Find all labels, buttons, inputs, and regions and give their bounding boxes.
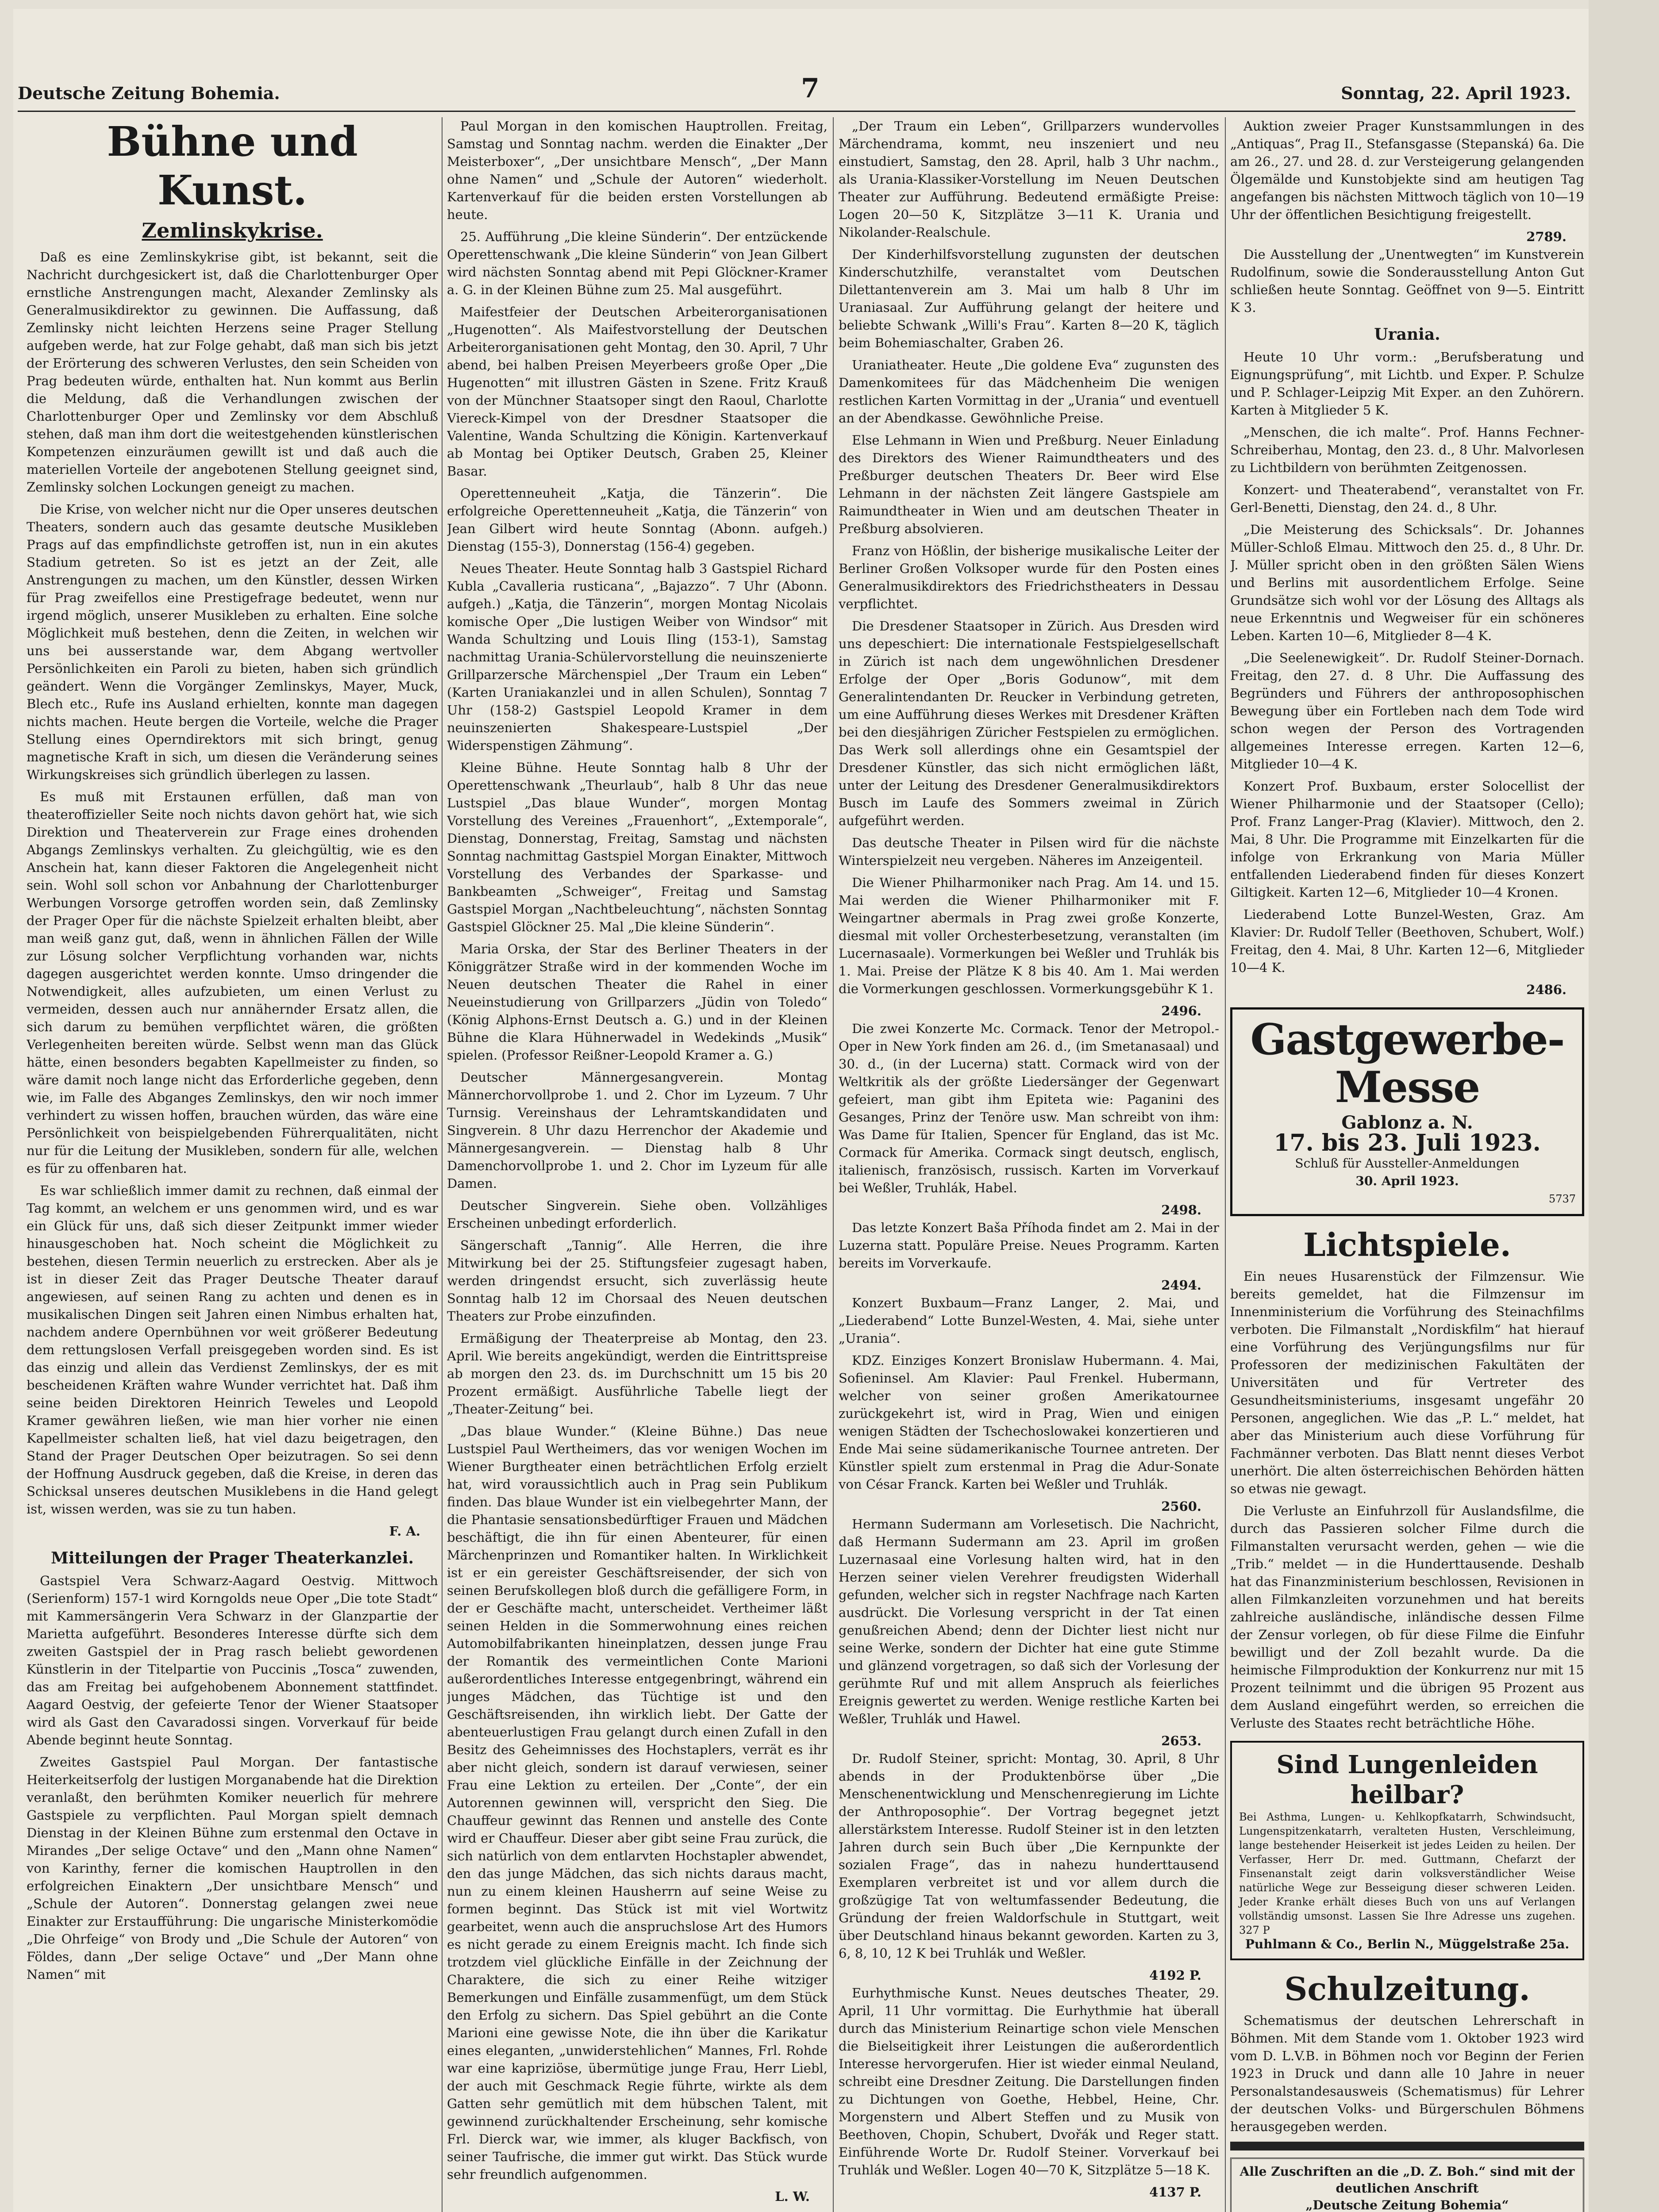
article-paragraph: Liederabend Lotte Bunzel-Westen, Graz. Am Klavier: Dr. Rudolf Teller (Beethoven, Schubert, Wolf.) Freitag, den 4. Mai, 8 Uhr. Karten 12—6, Mitglieder 10—4 K.	[1230, 907, 1584, 975]
fair-ad-dates: 17. bis 23. Juli 1923.	[1274, 1129, 1541, 1156]
article-paragraph: Die Krise, von welcher nicht nur die Oper unseres deutschen Theaters, sondern auch das gesamte deutsche Musikleben Prags auf das empfindlichste getroffen ist, nun in ein akutes Stadium getreten. So ist es jetzt an der Zeit, alle Anstrengungen zu machen, um den Künstler, dessen Wirken für Prag zweifellos eine Prestigefrage bedeutet, wenn nur irgend möglich, unserer Musikleben zu erhalten. Eine solche Möglichkeit muß bestehen, denn die Zeiten, in welchen wir uns bei ausserstande war, dem Abgang wertvoller Persönlichkeiten ein Paroli zu bieten, haben sich gründlich geändert. Wenn die Vorgänger Zemlinskys, Mayer, Muck, Blech etc., Rufe ins Ausland erhielten, konnte man dagegen nichts machen. Heute bergen die Vorteile, welche die Prager Stellung eines Operndirektors mit sich bringt, genug magnetische Kraft in sich, um diesen die Veränderung seines Wirkungskreises sich gründlich überlegen zu lassen.	[27, 502, 438, 782]
article-paragraph: Die Wiener Philharmoniker nach Prag. Am 14. und 15. Mai werden die Wiener Philharmoniker mit F. Weingartner abermals in Prag zwei große Konzerte, diesmal mit voller Orchesterbesetzung, veranstalten (im Lucernasaale). Vormerkungen bei Weßler und Truhlák bis 1. Mai. Preise der Plätze K 8 bis 40. Am 1. Mai werden die Vormerkungen geschlossen. Vormerkungsgebühr K 1.	[839, 875, 1219, 996]
article-paragraph: 25. Aufführung „Die kleine Sünderin“. Der entzückende Operettenschwank „Die kleine Sünderin“ von Jean Gilbert wird nächsten Sonntag abend mit Pepi Glöckner-Kramer a. G. in der Kleinen Bühne zum 25. Mal ausgeführt.	[447, 229, 828, 297]
article-paragraph: Konzert Buxbaum—Franz Langer, 2. Mai, und „Liederabend“ Lotte Bunzel-Westen, 4. Mai, siehe unter „Urania“.	[839, 1295, 1219, 1346]
issue-date: Sonntag, 22. April 1923.	[1341, 83, 1571, 103]
article-paragraph: Das letzte Konzert Baša Příhoda findet am 2. Mai in der Luzerna statt. Populäre Preise. Neues Programm. Karten bereits im Vorverkaufe.	[839, 1220, 1219, 1271]
notice-line: „Deutsche Zeitung Bohemia“	[1305, 2198, 1509, 2212]
article-paragraph: „Der Traum ein Leben“, Grillparzers wundervolles Märchendrama, kommt, neu inszeniert und neu einstudiert, Samstag, den 28. April, halb 3 Uhr nachm., als Urania-Klassiker-Vorstellung im Neuen Deutschen Theater zur Aufführung. Bedeutend ermäßigte Preise: Logen 20—50 K, Sitzplätze 3—11 K. Urania und Nikolander-Realschule.	[839, 119, 1219, 240]
ad-code: 4137 P.	[1149, 2185, 1201, 2200]
article-signature: L. W.	[775, 2189, 810, 2204]
article-signature: F. A.	[389, 1524, 420, 1539]
article-paragraph: Ermäßigung der Theaterpreise ab Montag, den 23. April. Wie bereits angekündigt, werden die Eintrittspreise ab morgen den 23. ds. im Durchschnitt um 15 bis 20 Prozent ermäßigt. Ausführliche Tabelle liegt der „Theater-Zeitung“ bei.	[447, 1331, 828, 1417]
fair-ad-city: Gablonz a. N.	[1341, 1112, 1473, 1133]
article-paragraph: Die Ausstellung der „Unentwegten“ im Kunstverein Rudolfinum, sowie die Sonderausstellung Anton Gut schließen heute Sonntag. Geöffnet von 9—5. Eintritt K 3.	[1230, 247, 1584, 315]
article-paragraph: Else Lehmann in Wien und Preßburg. Neuer Einladung des Direktors des Wiener Raimundtheaters und des Preßburger deutschen Theaters Dr. Beer wird Else Lehmann in der nächsten Zeit längere Gastspiele am Raimundtheater in Wien und am deutschen Theater in Preßburg absolvieren.	[839, 433, 1219, 536]
article-paragraph: Maifestfeier der Deutschen Arbeiterorganisationen „Hugenotten“. Als Maifestvorstellung der Deutschen Arbeiterorganisationen geht Montag, den 30. April, 7 Uhr abend, bei halben Preisen Meyerbeers große Oper „Die Hugenotten“ mit illustren Gästen in Szene. Fritz Krauß von der Münchner Staatsoper singt den Raoul, Charlotte Viereck-Kimpel von der Dresdner Staatsoper die Valentine, Wanda Schultzing die Königin. Kartenverkauf ab Montag bei Optiker Deutsch, Graben 25, Kleiner Basar.	[447, 304, 828, 479]
article-paragraph: Der Kinderhilfsvorstellung zugunsten der deutschen Kinderschutzhilfe, veranstaltet vom Deutschen Dilettantenverein am 3. Mai um halb 8 Uhr im Uraniasaal. Zur Aufführung gelangt der heitere und beliebte Schwank „Willi's Frau“. Karten 8—20 K, täglich beim Bohemiaschalter, Graben 26.	[839, 247, 1219, 350]
health-ad-company: Puhlmann & Co., Berlin N., Müggelstraße 25a.	[1245, 1937, 1570, 1951]
article-paragraph: Uraniatheater. Heute „Die goldene Eva“ zugunsten des Damenkomitees für das Mädchenheim Die wenigen restlichen Karten Vormittag in der „Urania“ und eventuell an der Abendkasse. Gewöhnliche Preise.	[839, 357, 1219, 426]
article-paragraph: Ein neues Husarenstück der Filmzensur. Wie bereits gemeldet, hat die Filmzensur im Innenministerium die Vorführung des Steinachfilms verboten. Die Filmanstalt „Nordiskfilm“ hat hierauf eine Vorführung des Verjüngungsfilms nur für Professoren der medizinischen Fakultäten der Universitäten und für Vertreter des Gesundheitsministeriums, insgesamt ungefähr 20 Personen, angeglichen. Wie das „P. L.“ meldet, hat aber das Ministerium auch diese Vorführung für Fachmänner verboten. Das Blatt nennt dieses Verbot unerhört. Die alten österreichischen Behörden hätten so etwas nie gewagt.	[1230, 1269, 1584, 1496]
article-paragraph: Paul Morgan in den komischen Hauptrollen. Freitag, Samstag und Sonntag nachm. werden die Einakter „Der Meisterboxer“, „Der unsichtbare Mensch“, „Der Mann ohne Namen“ und „Schule der Autoren“ wiederholt. Kartenverkauf für die beiden ersten Vorstellungen ab heute.	[447, 119, 828, 222]
column-1	[27, 117, 438, 2212]
section-title: Bühne und Kunst.	[107, 118, 358, 214]
paper-name: Deutsche Zeitung Bohemia.	[18, 83, 280, 103]
health-ad-title: Sind Lungenleiden heilbar?	[1276, 1750, 1538, 1809]
article-paragraph: Es muß mit Erstaunen erfüllen, daß man von theateroffizieller Seite noch nichts davon gehört hat, wie sich Direktion und Theaterverein zur Frage eines drohenden Abgangs Zemlinskys verhalten. Zu gleichgültig, wie es den Anschein hat, kann dieser Faktoren die Angelegenheit nicht sein. Wohl soll schon vor Anbahnung der Charlottenburger Werbungen Vorsorge getroffen worden sein, daß Zemlinsky der Prager Oper für die nächste Spielzeit erhalten bleibt, aber man weiß ganz gut, daß, wenn in ähnlichen Fällen der Wille zur Lösung solcher Verpflichtung vorhanden war, nichts dagegen ausgerichtet werden konnte. Umso dringender die Notwendigkeit, alles aufzubieten, um einen Verlust zu vermeiden, dessen auch nur annähernder Ersatz allen, die sich darum zu bemühen verpflichtet wären, die größten Verlegenheiten bereiten würde. Selbst wenn man das Glück hätte, einen besonders begabten Kapellmeister zu finden, so wäre damit noch lange nicht das Erforderliche gegeben, denn wie, im Falle des Abganges Zemlinskys, den wir noch immer verhindert zu wissen hoffen, brauchen würden, das wäre eine Persönlichkeit von beispielgebenden Führerqualitäten, nicht nur für die Leitung der Musikleben, sondern für alle, welchen es für zu offenbaren hat.	[27, 789, 438, 1176]
article-paragraph: Hermann Sudermann am Vorlesetisch. Die Nachricht, daß Hermann Sudermann am 23. April im großen Luzernasaal eine Vorlesung halten wird, hat in den Herzen seiner vielen Verehrer freudigsten Widerhall gefunden, welcher sich in regster Nachfrage nach Karten ausdrückt. Die Vorlesung verspricht in der Tat einen genußreichen Abend; denn der Dichter liest nicht nur seine Werke, sondern der Dichter hat eine gute Stimme und glänzend vorgetragen, so daß sich der Vorlesung der gerühmte Ruf und mit allem Anspruch als feierliches Ereignis gewertet zu werden. Wenige restliche Karten bei Weßler, Truhlák und Hawel.	[839, 1517, 1219, 1726]
section-title: Schulzeitung.	[1284, 1970, 1530, 2008]
page-number: 7	[801, 73, 820, 104]
page-margin	[1589, 0, 1659, 2212]
article-paragraph: Zweites Gastspiel Paul Morgan. Der fantastische Heiterkeitserfolg der lustigen Morganabende hat die Direktion veranlaßt, den berühmten Komiker neuerlich für mehrere Gastspiele zu verpflichten. Paul Morgan spielt demnach Dienstag in der Kleinen Bühne zum erstenmal den Octave in Mirandes „Der selige Octave“ und den „Mann ohne Namen“ von Karinthy, ferner die komischen Hauptrollen in den erfolgreichen Einaktern „Der unsichtbare Mensch“ und „Schule der Autoren“. Donnerstag gelangen zwei neue Einakter zur Erstaufführung: Die ungarische Ministerkomödie „Die Ohrfeige“ von Brody und „Die Schule der Autoren“ von Földes, dann „Der selige Octave“ und „Der Mann ohne Namen“ mit	[27, 1755, 438, 1982]
ad-code: 2494.	[1161, 1278, 1201, 1293]
article-paragraph: Die zwei Konzerte Mc. Cormack. Tenor der Metropol.-Oper in New York finden am 26. d., (im Smetanasaal) und 30. d., (in der Lucerna) statt. Cormack wird von der Weltkritik als der größte Liedersänger der Gegenwart gefeiert, man gibt ihm Epiteta wie: Paganini des Gesanges, Prinz der Tenöre usw. Man schreibt von ihm: Was Dame für Italien, Spencer für England, das ist Mc. Cormack für Amerika. Cormack singt deutsch, englisch, italienisch, französisch, russisch. Karten im Vorverkauf bei Weßler, Truhlák, Habel.	[839, 1021, 1219, 1195]
ad-code: 2560.	[1161, 1499, 1201, 1514]
ad-code: 5737	[1548, 1193, 1576, 1205]
article-paragraph: Es war schließlich immer damit zu rechnen, daß einmal der Tag kommt, an welchem er uns genommen wird, und es war ein Glück für uns, daß sich dieser Zeitpunkt immer wieder hinausgeschoben hat. Noch scheint die Möglichkeit zu bestehen, diesen Termin neuerlich zu erstrecken. Aber als je ist in dieser Zeit das Prager Deutsche Theater darauf angewiesen, auf seinen Rang zu achten und denen es in musikalischen Dingen seit Jahren einen Nimbus erhalten hat, nachdem andere Opernbühnen vor weit größerer Bedeutung dem rettungslosen Verfall preisgegeben worden sind. Es ist das einzig und allein das Verdienst Zemlinskys, der es mit bescheidenen Kräften wahre Wunder verrichtet hat. Daß ihm seine beiden Direktoren Heinrich Teweles und Leopold Kramer gewähren ließen, wie man hier vorher nie einen Kapellmeister schalten ließ, hat viel dazu beigetragen, den Stand der Prager Deutschen Oper beizutragen. So sei denn der Hoffnung Ausdruck gegeben, daß die Kreise, in deren das Schicksal unseres deutschen Musiklebens in die Hand gelegt ist, wissen werden, was sie zu tun haben.	[27, 1183, 438, 1517]
article-title: Zemlinskykrise.	[142, 219, 323, 242]
ad-code: 4192 P.	[1149, 1968, 1201, 1983]
article-paragraph: Gastspiel Vera Schwarz-Aagard Oestvig. Mittwoch (Serienform) 157-1 wird Korngolds neue Oper „Die tote Stadt“ mit Kammersängerin Vera Schwarz in der Glanzpartie der Marietta aufgeführt. Besonderes Interesse dürfte sich dem zweiten Gastspiel der in Prag rasch beliebt gewordenen Künstlerin in der Titelpartie von Puccinis „Tosca“ zuwenden, das am Freitag bei aufgehobenem Abonnement stattfindet. Aagard Oestvig, der gefeierte Tenor der Wiener Staatsoper wird als Gast den Cavaradossi singen. Vorverkauf für beide Abende beginnt heute Sonntag.	[27, 1573, 438, 1747]
fair-ad-title: Gastgewerbe-Messe	[1250, 1014, 1564, 1112]
article-paragraph: „Menschen, die ich malte“. Prof. Hanns Fechner-Schreiberhau, Montag, den 23. d., 8 Uhr. Malvorlesen zu Lichtbildern von berühmten Zeitgenossen.	[1230, 425, 1584, 475]
ad-code: 2789.	[1526, 229, 1567, 244]
ad-code: 2496.	[1161, 1003, 1201, 1018]
article-paragraph: Kleine Bühne. Heute Sonntag halb 8 Uhr der Operettenschwank „Theurlaub“, halb 8 Uhr das neue Lustspiel „Das blaue Wunder“, morgen Montag Vorstellung des Vereines „Frauenhort“, „Extemporale“, Dienstag, Donnerstag, Freitag, Samstag und nächsten Sonntag nachmittag Gastspiel Morgan Einakter, Mittwoch Vorstellung des Verbandes der Sparkasse- und Bankbeamten „Schweiger“, Freitag und Samstag Gastspiel Morgan „Nachtbeleuchtung“, nächsten Sonntag Gastspiel Glöckner 25. Mal „Die kleine Sünderin“.	[447, 760, 828, 934]
article-paragraph: Konzert Prof. Buxbaum, erster Solocellist der Wiener Philharmonie und der Staatsoper (Cello); Prof. Franz Langer-Prag (Klavier). Mittwoch, den 2. Mai, 8 Uhr. Die Programme mit Einzelkarten für die infolge von Erkrankung von Maria Müller entfallenden Liederabend finden für dieses Konzert Giltigkeit. Karten 12—6, Mitglieder 10—4 Kronen.	[1230, 779, 1584, 900]
section-heading: Urania.	[1374, 325, 1440, 344]
article-paragraph: Die Verluste an Einfuhrzoll für Auslandsfilme, die durch das Passieren solcher Filme durch die Filmanstalten verursacht werden, gehen — wie die „Trib.“ meldet — in die Hunderttausende. Deshalb hat das Finanzministerium beschlossen, Revisionen in allen Filmkanzleiten vorzunehmen und hat bereits zahlreiche ausländische, inländische dessen Filme der Zensur vorlegen, ob für diese Filme die Einfuhr bewilligt und der Zoll bezahlt wurde. Da die heimische Filmproduktion der Konkurrenz nur mit 15 Prozent teilnimmt und die übrigen 95 Prozent aus dem Ausland eingeführt werden, so erreichen die Verluste des Staates recht beträchtliche Höhe.	[1230, 1503, 1584, 1731]
article-paragraph: „Die Seelenewigkeit“. Dr. Rudolf Steiner-Dornach. Freitag, den 27. d. 8 Uhr. Die Auffassung des Begründers und Führers der anthroposophischen Bewegung über ein Fortleben nach dem Tode wird schon wegen der Person des Vortragenden allgemeines Interesse erregen. Karten 12—6, Mitglieder 10—4 K.	[1230, 650, 1584, 772]
article-paragraph: Operettenneuheit „Katja, die Tänzerin“. Die erfolgreiche Operettenneuheit „Katja, die Tänzerin“ von Jean Gilbert wird heute Sonntag (Abonn. aufgeh.) Dienstag (155-3), Donnerstag (156-4) gegeben.	[447, 486, 828, 554]
article-paragraph: Neues Theater. Heute Sonntag halb 3 Gastspiel Richard Kubla „Cavalleria rusticana“, „Bajazzo“. 7 Uhr (Abonn. aufgeh.) „Katja, die Tänzerin“, morgen Montag Nicolais komische Oper „Die lustigen Weiber von Windsor“ mit Wanda Schultzing und Louis Iling (153-1), Samstag nachmittag Urania-Schülervorstellung die neuinszenierte Grillparzersche Märchenspiel „Der Traum ein Leben“ (Karten Uraniakanzlei und in allen Schulen), Sonntag 7 Uhr (158-2) Gastspiel Leopold Kramer in dem neuinszenierten Shakespeare-Lustspiel „Der Widerspenstigen Zähmung“.	[447, 561, 828, 753]
ad-code: 2653.	[1161, 1733, 1201, 1748]
article-title: Mitteilungen der Prager Theaterkanzlei.	[50, 1549, 414, 1567]
health-ad-body: Bei Asthma, Lungen- u. Kehlkopfkatarrh, Schwindsucht, Lungenspitzenkatarrh, veralteten Husten, Verschleimung, lange bestehender Heiserkeit ist jedes Leiden zu heilen. Der Verfasser, Herr Dr. med. Guttmann, Chefarzt der Finsenanstalt zeigt darin volksverständlicher Weise natürliche Wege zur Besseigung dieser schweren Leiden. Jeder Kranke erhält dieses Buch von uns auf Verlangen vollständig umsonst. Lassen Sie Ihre Adresse uns zugehen. 327 P	[1239, 1811, 1575, 1936]
notice-line: Alle Zuschriften an die „D. Z. Boh.“ sind mit der deutlichen Anschrift	[1239, 2164, 1575, 2196]
article-paragraph: Schematismus der deutschen Lehrerschaft in Böhmen. Mit dem Stande vom 1. Oktober 1923 wird vom D. L.V.B. in Böhmen noch vor Beginn der Ferien 1923 in Druck und dann alle 10 Jahre in neuer Personalstandesausweis (Schematismus) für Lehrer der deutschen Volks- und Bürgerschulen Böhmens herausgegeben werden.	[1230, 2013, 1584, 2134]
divider-bar	[1230, 2142, 1584, 2151]
article-paragraph: Eurhythmische Kunst. Neues deutsches Theater, 29. April, 11 Uhr vormittag. Die Eurhythmie hat überall durch das Ministerium Reinartige schon viele Menschen die Bielseitigkeit ihrer Leistungen die außerordentlich Interesse hervorgerufen. Hier ist wieder einmal Neuland, schreibt eine Dresdner Zeitung. Die Darstellungen finden zu Dichtungen von Goethe, Hebbel, Heine, Chr. Morgenstern und Albert Steffen und zu Musik von Beethoven, Chopin, Schubert, Dvořák und Reger statt. Einführende Worte Dr. Rudolf Steiner. Vorverkauf bei Truhlák und Weßler. Logen 40—70 K, Sitzplätze 5—18 K.	[839, 1985, 1219, 2177]
fair-ad-note: Schluß für Aussteller-Anmeldungen	[1295, 1156, 1520, 1171]
article-paragraph: „Die Meisterung des Schicksals“. Dr. Johannes Müller-Schloß Elmau. Mittwoch den 25. d., 8 Uhr. Dr. J. Müller spricht oben in den größten Sälen Wiens und Berlins mit ausordentlichem Erfolge. Seine Grundsätze sich wohl vor der Lösung des Alltags als neue Erkenntnis und Wegweiser für ein schöneres Leben. Karten 10—6, Mitglieder 8—4 K.	[1230, 522, 1584, 643]
article-paragraph: Die Dresdener Staatsoper in Zürich. Aus Dresden wird uns depeschiert: Die internationale Festspielgesellschaft in Zürich ist nach dem ungewöhnlichen Dresdener Erfolge der Oper „Boris Godunow“, mit dem Generalintendanten Dr. Reucker in Verbindung getreten, um eine Aufführung dieses Werkes mit Dresdener Kräften bei den diesjährigen Züricher Festspielen zu ermöglichen. Das Werk soll allerdings ohne ein Gesamtspiel der Dresdener Künstler, das sich nicht ermöglichen läßt, unter der Leitung des Dresdener Generalmusikdirektors Busch im Laufe des Sommers zweimal in Zürich aufgeführt werden.	[839, 618, 1219, 828]
article-paragraph: Auktion zweier Prager Kunstsammlungen in des „Antiquas“, Prag II., Stefansgasse (Stepanská) 6a. Die am 26., 27. und 28. d. zur Versteigerung gelangenden Ölgemälde und Kunstobjekte sind am heutigen Tag angefangen bis nächsten Mittwoch täglich von 10—19 Uhr der öffentlichen Besichtigung freigestellt.	[1230, 119, 1584, 222]
article-paragraph: Daß es eine Zemlinskykrise gibt, ist bekannt, seit die Nachricht durchgesickert ist, daß die Charlottenburger Oper ernstliche Anstrengungen macht, Alexander Zemlinsky als Generalmusikdirektor zu gewinnen. Die Auffassung, daß Zemlinsky nicht leichten Herzens seine Prager Stellung aufgeben werde, hat zur Folge gehabt, daß man sich bis jetzt der Erörterung des schweren Verlustes, den sein Scheiden von Prag bedeuten würde, enthalten hat. Nun kommt aus Berlin die Meldung, daß die Verhandlungen zwischen der Charlottenburger Oper und Zemlinsky vor dem Abschluß stehen, daß man ihm dort die weitestgehenden künstlerischen Kompetenzen einzuräumen gewillt ist und daß auch die materiellen Vorteile der angebotenen Stellung geeignet sind, Zemlinsky solchen Lockungen geneigt zu machen.	[27, 250, 438, 495]
column-rule	[1225, 117, 1226, 2212]
column-4	[1230, 117, 1584, 2212]
fair-ad-deadline: 30. April 1923.	[1355, 1174, 1459, 1188]
editorial-notice	[1230, 2158, 1584, 2212]
section-title: Lichtspiele.	[1303, 1226, 1511, 1263]
fair-advertisement	[1230, 1007, 1584, 1216]
column-rule	[833, 117, 834, 2212]
article-paragraph: Franz von Hößlin, der bisherige musikalische Leiter der Berliner Großen Volksoper wurde für den Posten eines Generalmusikdirektors des Friedrichstheaters in Dessau verpflichtet.	[839, 543, 1219, 611]
article-paragraph: Heute 10 Uhr vorm.: „Berufsberatung und Eignungsprüfung“, mit Lichtb. und Exper. P. Schulze und P. Schlager-Leipzig Mit Exper. an den Zuhörern. Karten à Mitglieder 5 K.	[1230, 349, 1584, 418]
article-paragraph: Maria Orska, der Star des Berliner Theaters in der Königgrätzer Straße wird in der kommenden Woche im Neuen deutschen Theater die Rahel in einer Neueinstudierung von Grillparzers „Jüdin von Toledo“ (König Alphons-Ernst Deutsch a. G.) und in der Kleinen Bühne die Klara Hühnerwadel in Wedekinds „Musik“ spielen. (Professor Reißner-Leopold Kramer a. G.)	[447, 941, 828, 1063]
article-paragraph: „Das blaue Wunder.“ (Kleine Bühne.) Das neue Lustspiel Paul Wertheimers, das vor wenigen Wochen im Wiener Burgtheater einen beträchtlichen Erfolg erzielt hat, wird voraussichtlich auch in Prag sein Publikum finden. Das blaue Wunder ist ein vielbegehrter Mann, der die Phantasie sensationsbedürftiger Frauen und Mädchen beschäftigt, die ihn für einen Abenteurer, für einen Märchenprinzen und Romantiker halten. In Wirklichkeit ist er ein gereister Geschäftsreisender, der sich von seinen Berufskollegen bloß durch die gefälligere Form, in der er Geschäfte macht, unterscheidet. Vertheimer läßt seinen Helden in die Sommerwohnung eines reichen Automobilfabrikanten hineinplatzen, dessen junge Frau der Romantik des vermeintlichen Conte Marioni außerordentliches Interesse entgegenbringt, während ein junges Mädchen, das Tüchtige ist und den Geschäftsreisenden, ihn wirklich liebt. Der Gatte der abenteuerlustigen Frau gelangt durch einen Zufall in den Besitz des Geheimnisses des Hochstaplers, verrät es ihr aber nicht gleich, sondern ist darauf verwiesen, seiner Frau eine Lektion zu erteilen. Der „Conte“, der ein Autorennen gewinnen will, verspricht den Sieg. Die Chauffeur gewinnt das Rennen und anstelle des Conte wird er Chauffeur. Dieser aber gibt seine Frau zurück, die sich natürlich von dem entlarvten Hochstapler abwendet, den das junge Mädchen, das sich nichts daraus macht, nun zu einem kleinen Hausherrn auf seine Weise zu formen beginnt. Das Stück ist mit viel Wortwitz gearbeitet, wenn auch die anspruchslose Art des Humors es nicht gerade zu einem Ereignis macht. Ich finde sich trotzdem viel glückliche Einfälle in der Zeichnung der Charaktere, die sich zu einer Reihe witziger Bemerkungen und Einfälle zusammenfügt, um dem Stück den Erfolg zu sichern. Das Spiel gebührt an die Conte Marioni eine gewisse Note, die ihn über die Karikatur eines eleganten, „unwiderstehlichen“ Mannes, Frl. Rohde war eine kapriziöse, übermütige junge Frau, Herr Liebl, der auch mit Geschmack Regie führte, wirkte als dem Gatten sehr gemütlich mit dem hübschen Talent, mit gewinnend zurückhaltender Erscheinung, sehr komische Frl. Dierck war, wie immer, als kluger Backfisch, von seiner Taufrische, die immer gut wirkt. Das Stück wurde sehr freundlich aufgenommen.	[447, 1424, 828, 2182]
health-advertisement	[1230, 1741, 1584, 1960]
article-paragraph: KDZ. Einziges Konzert Bronislaw Hubermann. 4. Mai, Sofieninsel. Am Klavier: Paul Frenkel. Hubermann, welcher von seiner großen Amerikatournee zurückgekehrt ist, wird in Prag, Wien und einigen wenigen Städten der Tschechoslowakei konzertieren und Ende Mai seine südamerikanische Tournee antreten. Der Künstler spielt zum erstenmal in Prag die Adur-Sonate von César Franck. Karten bei Weßler und Truhlák.	[839, 1353, 1219, 1492]
page-header	[18, 66, 1575, 112]
article-paragraph: Deutscher Singverein. Siehe oben. Vollzähliges Erscheinen unbedingt erforderlich.	[447, 1198, 828, 1231]
article-paragraph: Deutscher Männergesangverein. Montag Männerchorvollprobe 1. und 2. Chor im Lyzeum. 7 Uhr Turnsig. Vereinshaus der Lehramtskandidaten und Singverein. 8 Uhr dazu Herrenchor der Akademie und Männergesangverein. — Dienstag halb 8 Uhr Damenchorvollprobe 1. und 2. Chor im Lyzeum für alle Damen.	[447, 1070, 828, 1191]
article-paragraph: Sängerschaft „Tannig“. Alle Herren, die ihre Mitwirkung bei der 25. Stiftungsfeier zugesagt haben, werden dringendst ersucht, sich zuverlässig heute Sonntag halb 12 im Chorsaal des Neuen deutschen Theaters zur Probe einzufinden.	[447, 1238, 828, 1324]
article-paragraph: Dr. Rudolf Steiner, spricht: Montag, 30. April, 8 Uhr abends in der Produktenbörse über „Die Menschenentwicklung und Menschenregierung im Lichte der Anthroposophie“. Der Vortrag begegnet jetzt allerstärkstem Interesse. Rudolf Steiner ist in den letzten Jahren durch sein Buch über „Die Kernpunkte der sozialen Frage“, das in nahezu hunderttausend Exemplaren verbreitet ist und vor allem durch die großzügige Tat von weltumfassender Bedeutung, die Gründung der freien Waldorfschule in Stuttgart, weit über Deutschland hinaus bekannt geworden. Karten zu 3, 6, 8, 10, 12 K bei Truhlák und Weßler.	[839, 1751, 1219, 1961]
column-rule	[442, 117, 443, 2212]
column-2	[447, 117, 828, 2212]
column-3	[839, 117, 1219, 2212]
article-paragraph: Konzert- und Theaterabend“, veranstaltet von Fr. Gerl-Benetti, Dienstag, den 24. d., 8 Uhr.	[1230, 482, 1584, 515]
ad-code: 2498.	[1161, 1202, 1201, 1217]
ad-code: 2486.	[1526, 982, 1567, 997]
article-paragraph: Das deutsche Theater in Pilsen wird für die nächste Winterspielzeit neu vergeben. Näheres im Anzeigenteil.	[839, 835, 1219, 868]
